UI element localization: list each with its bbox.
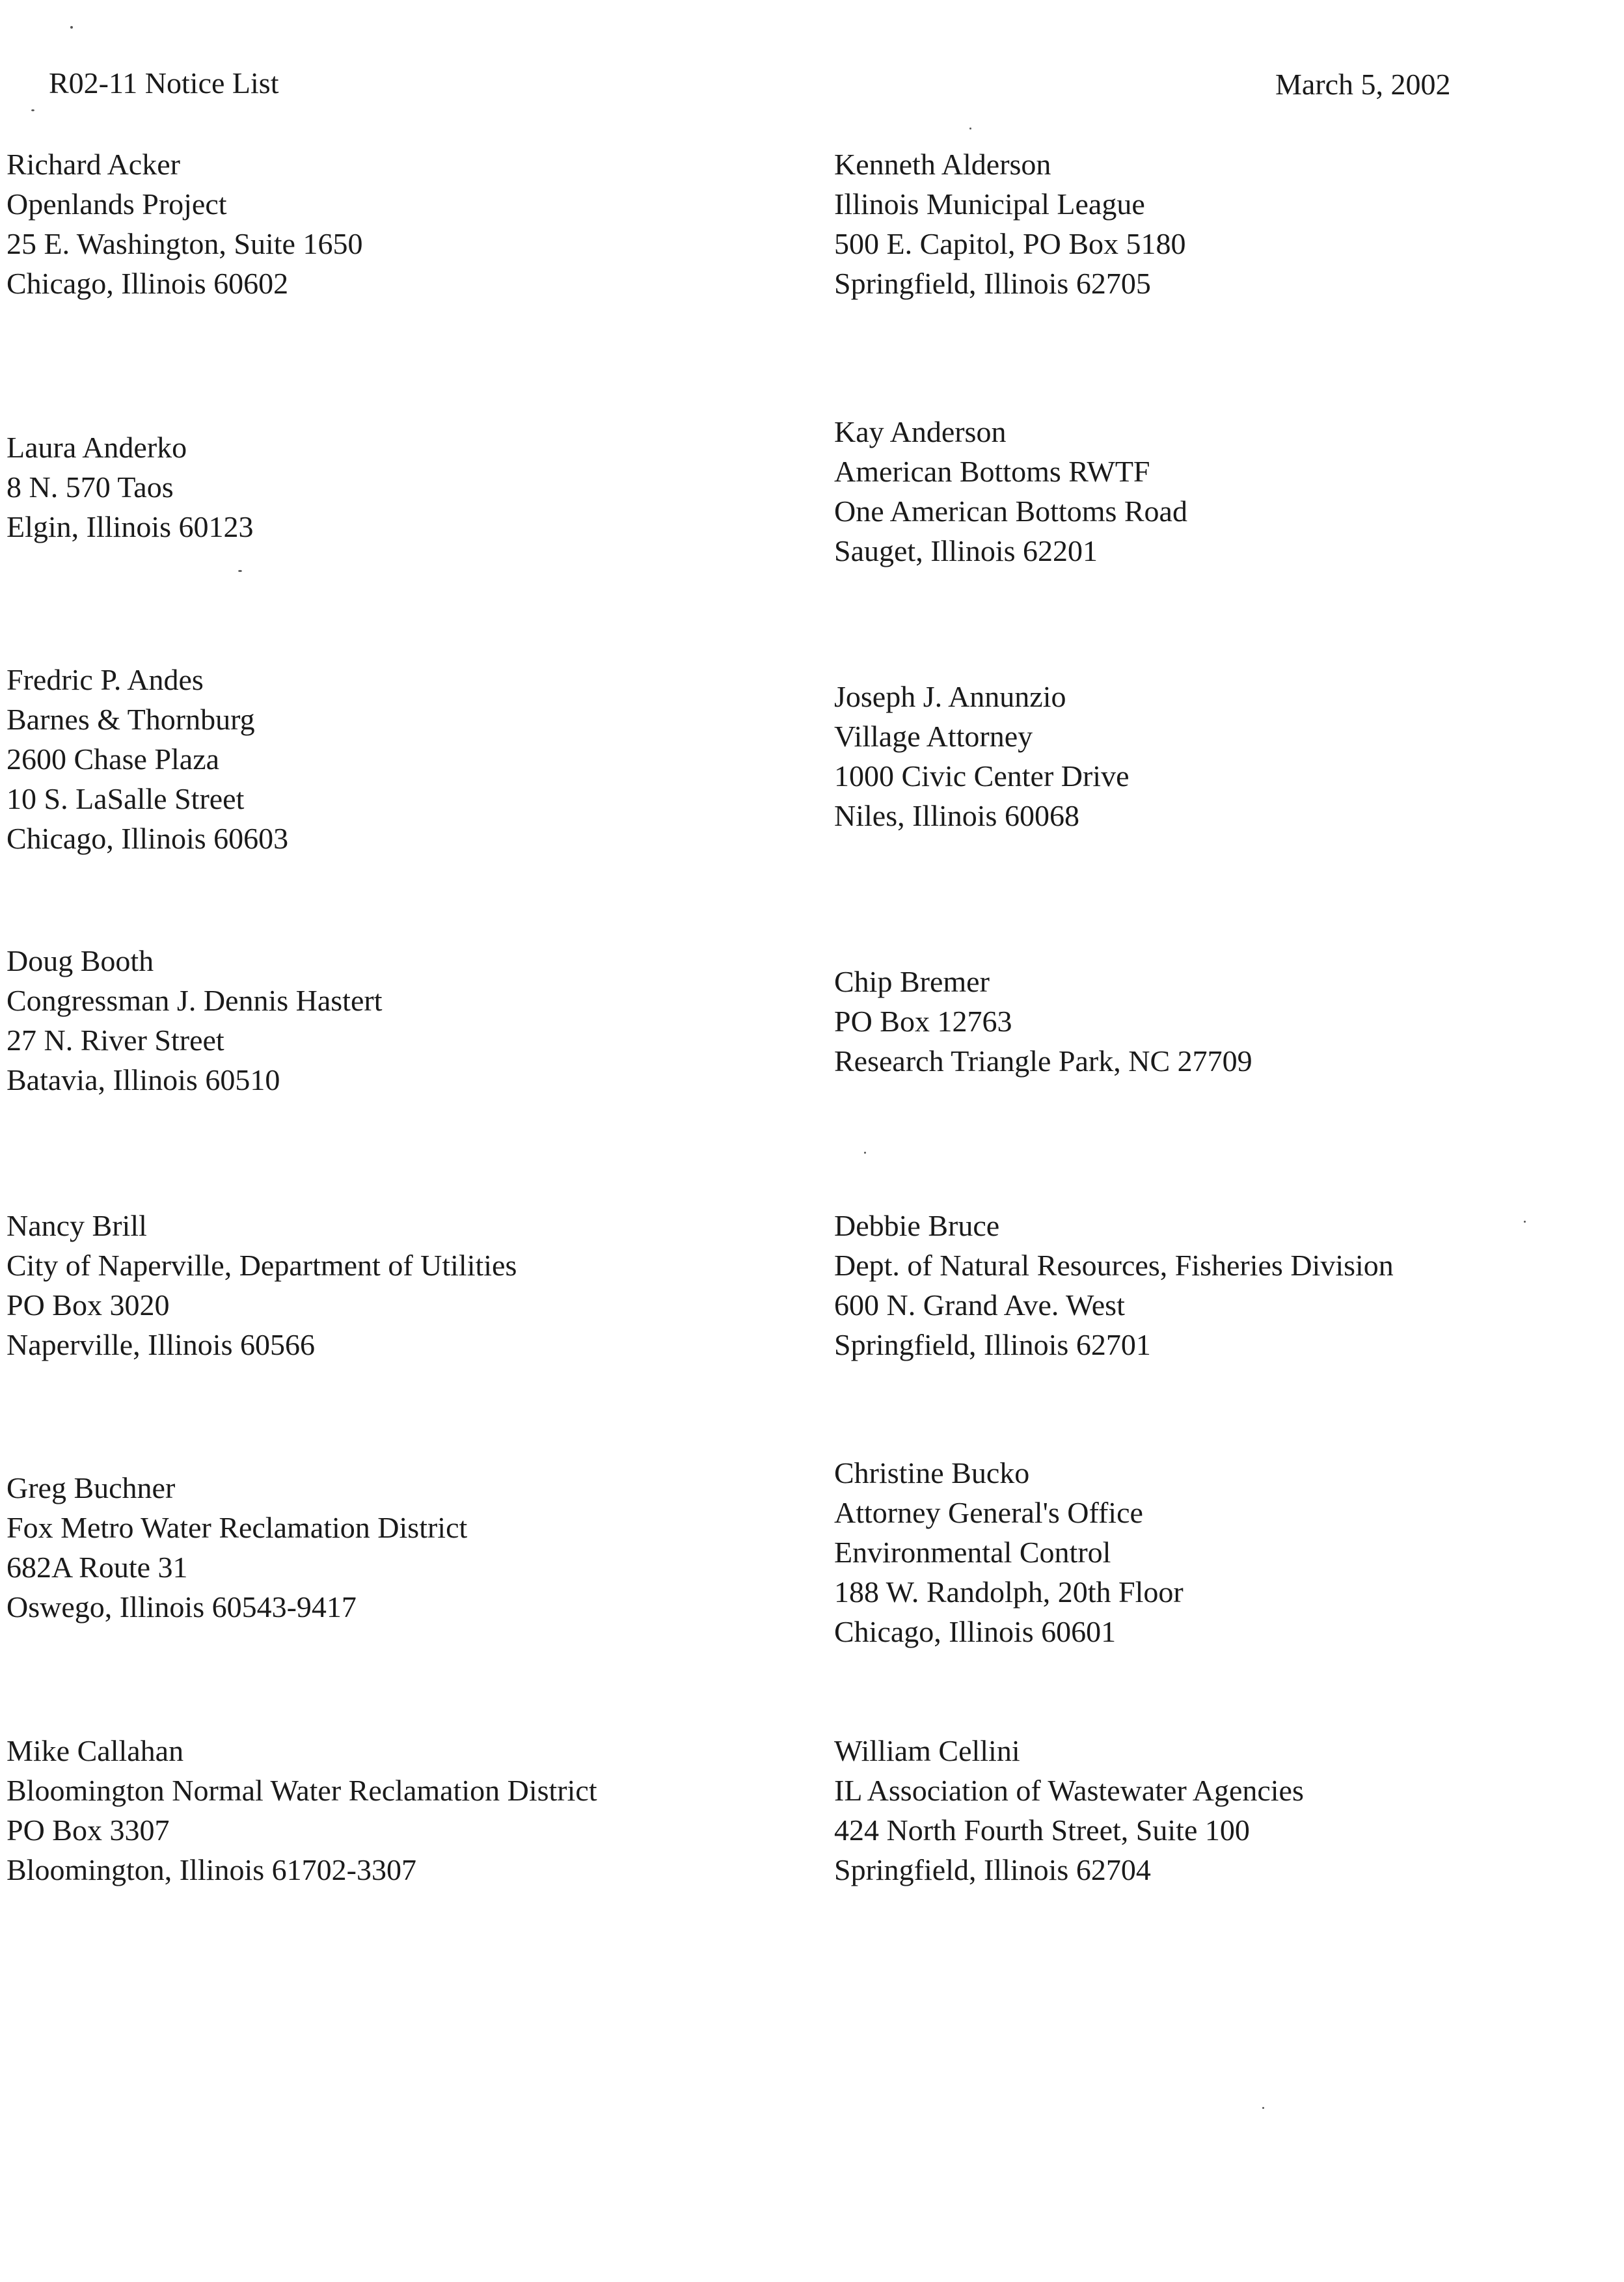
organization: Bloomington Normal Water Reclamation District: [7, 1774, 597, 1807]
address-entry-acker: [7, 144, 362, 303]
street-address: 500 E. Capitol, PO Box 5180: [834, 227, 1186, 260]
department: Environmental Control: [834, 1536, 1111, 1569]
city-state-zip: Batavia, Illinois 60510: [7, 1063, 280, 1096]
address-entry-annunzio: [834, 677, 1130, 835]
city-state-zip: Bloomington, Illinois 61702-3307: [7, 1853, 416, 1886]
organization: American Bottoms RWTF: [834, 455, 1150, 488]
contact-name: Richard Acker: [7, 148, 180, 181]
city-state-zip: Oswego, Illinois 60543-9417: [7, 1590, 357, 1623]
contact-name: William Cellini: [834, 1734, 1020, 1767]
street-address: 8 N. 570 Taos: [7, 470, 174, 504]
organization: IL Association of Wastewater Agencies: [834, 1774, 1304, 1807]
contact-name: Laura Anderko: [7, 431, 187, 464]
street-address: PO Box 12763: [834, 1005, 1012, 1038]
street-address: 1000 Civic Center Drive: [834, 759, 1130, 793]
contact-name: Fredric P. Andes: [7, 663, 204, 696]
contact-name: Debbie Bruce: [834, 1209, 1000, 1242]
contact-name: Nancy Brill: [7, 1209, 147, 1242]
street-address: 682A Route 31: [7, 1551, 188, 1584]
organization: Congressman J. Dennis Hastert: [7, 984, 383, 1017]
city-state-zip: Elgin, Illinois 60123: [7, 510, 254, 543]
scan-speck: [1262, 2107, 1264, 2109]
city-state-zip: Chicago, Illinois 60602: [7, 267, 289, 300]
document-title: R02-11 Notice List: [49, 66, 279, 100]
scan-speck: [31, 109, 34, 111]
address-entry-alderson: [834, 144, 1186, 303]
organization: Dept. of Natural Resources, Fisheries Division: [834, 1249, 1394, 1282]
contact-name: Chip Bremer: [834, 965, 990, 998]
scan-speck: [1524, 1221, 1526, 1223]
street-address: 424 North Fourth Street, Suite 100: [834, 1813, 1250, 1847]
organization: Illinois Municipal League: [834, 187, 1145, 221]
contact-name: Kay Anderson: [834, 415, 1007, 448]
organization: Barnes & Thornburg: [7, 703, 255, 736]
contact-name: Doug Booth: [7, 944, 154, 977]
address-entry-buchner: [7, 1468, 467, 1627]
city-state-zip: Sauget, Illinois 62201: [834, 534, 1098, 567]
address-entry-brill: [7, 1206, 517, 1365]
street-address: 10 S. LaSalle Street: [7, 782, 245, 815]
scan-speck: [969, 128, 971, 129]
city-state-zip: Springfield, Illinois 62701: [834, 1328, 1151, 1361]
street-address: 600 N. Grand Ave. West: [834, 1288, 1125, 1322]
contact-name: Kenneth Alderson: [834, 148, 1051, 181]
contact-name: Christine Bucko: [834, 1456, 1030, 1489]
contact-name: Joseph J. Annunzio: [834, 680, 1066, 713]
street-address: 27 N. River Street: [7, 1024, 224, 1057]
organization: Fox Metro Water Reclamation District: [7, 1511, 468, 1544]
city-state-zip: Research Triangle Park, NC 27709: [834, 1044, 1252, 1078]
street-address: PO Box 3307: [7, 1813, 170, 1847]
street-address: PO Box 3020: [7, 1288, 170, 1322]
organization: Village Attorney: [834, 720, 1033, 753]
scan-speck: [238, 570, 242, 572]
street-address: 2600 Chase Plaza: [7, 742, 220, 776]
scan-speck: [70, 26, 73, 29]
organization: Openlands Project: [7, 187, 227, 221]
city-state-zip: Springfield, Illinois 62705: [834, 267, 1151, 300]
city-state-zip: Springfield, Illinois 62704: [834, 1853, 1151, 1886]
city-state-zip: Chicago, Illinois 60603: [7, 822, 289, 855]
organization: Attorney General's Office: [834, 1496, 1143, 1529]
document-date: March 5, 2002: [1275, 68, 1451, 101]
address-entry-booth: [7, 941, 382, 1100]
address-entry-cellini: [834, 1731, 1304, 1890]
address-entry-bruce: [834, 1206, 1394, 1365]
street-address: One American Bottoms Road: [834, 495, 1187, 528]
contact-name: Greg Buchner: [7, 1471, 176, 1504]
address-entry-bremer: [834, 962, 1252, 1081]
address-entry-andes: [7, 660, 288, 858]
scan-speck: [864, 1152, 866, 1154]
contact-name: Mike Callahan: [7, 1734, 184, 1767]
organization: City of Naperville, Department of Utilities: [7, 1249, 517, 1282]
city-state-zip: Chicago, Illinois 60601: [834, 1615, 1116, 1648]
address-entry-anderson: [834, 412, 1187, 571]
address-entry-anderko: [7, 428, 254, 547]
city-state-zip: Naperville, Illinois 60566: [7, 1328, 315, 1361]
address-entry-bucko: [834, 1453, 1184, 1651]
street-address: 25 E. Washington, Suite 1650: [7, 227, 363, 260]
city-state-zip: Niles, Illinois 60068: [834, 799, 1079, 832]
address-entry-callahan: [7, 1731, 597, 1890]
street-address: 188 W. Randolph, 20th Floor: [834, 1575, 1184, 1609]
